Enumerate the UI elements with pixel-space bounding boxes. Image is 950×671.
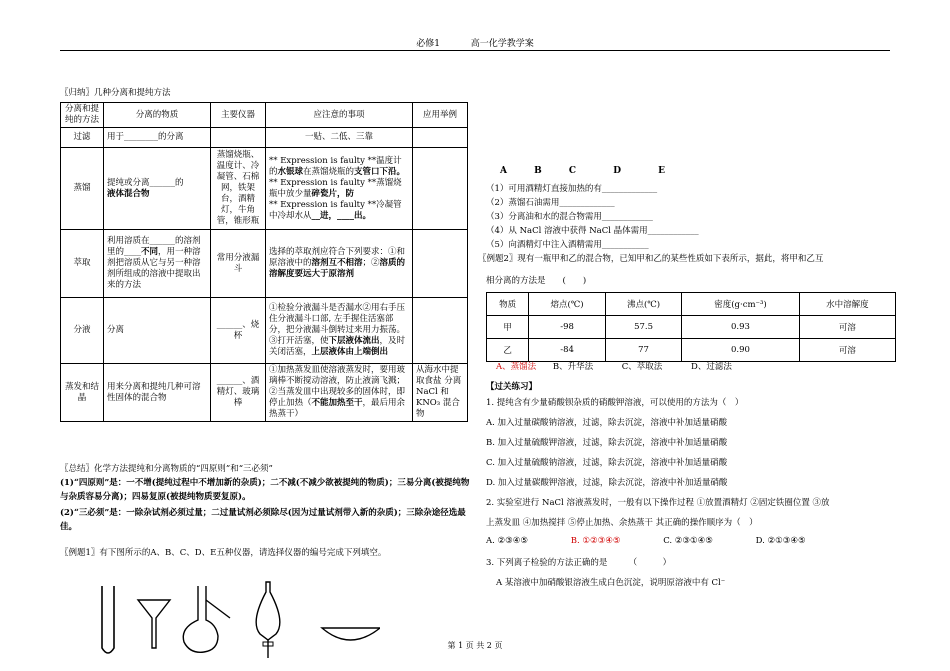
note-b: 溶剂互不相溶 bbox=[311, 258, 363, 268]
prop-header: 物质 bbox=[487, 293, 529, 316]
practice-q1-a: A. 加入过量碳酸钠溶液，过滤，除去沉淀，溶液中补加适量硝酸 bbox=[486, 418, 728, 428]
q2-option-c: C. ②③①④⑤ bbox=[663, 536, 713, 546]
prop-cell: 可溶 bbox=[799, 316, 895, 339]
prop-cell: 77 bbox=[605, 339, 681, 362]
table-header-row bbox=[61, 103, 468, 128]
instrument-cell: ______、酒精灯、玻璃棒 bbox=[211, 364, 266, 422]
apparatus-letters bbox=[500, 166, 665, 176]
example-cell bbox=[413, 148, 468, 230]
table-row bbox=[61, 364, 468, 422]
note-1c: 在蒸馏烧瓶的 bbox=[303, 166, 355, 177]
example2-line2: 相分离的方法是 ( ) bbox=[486, 276, 587, 286]
question-2: （2）蒸馏石油需用_____________ bbox=[486, 198, 615, 208]
prop-header-row bbox=[487, 293, 896, 316]
separation-methods-table bbox=[60, 102, 468, 422]
method-evaporate: 蒸发和结晶 bbox=[61, 364, 104, 422]
evaporating-dish-icon bbox=[322, 628, 380, 640]
substance-cell: 分离 bbox=[104, 298, 211, 364]
question-3: （3）分离油和水的混合物需用____________ bbox=[486, 212, 653, 222]
example2-options bbox=[496, 360, 732, 372]
substance-cell bbox=[104, 148, 211, 230]
practice-q1-d: D. 加入过量碳酸钾溶液，过滤，除去沉淀，溶液中补加适量硝酸 bbox=[486, 478, 728, 488]
question-4: （4）从 NaCl 溶液中获得 NaCl 晶体需用____________ bbox=[486, 226, 699, 236]
note-d: 溶质的溶解度要远大于原溶剂 bbox=[269, 258, 406, 279]
practice-q1-b: B. 加入过量硫酸钾溶液，过滤，除去沉淀，溶液中补加适量硝酸 bbox=[486, 438, 728, 448]
prop-cell: 可溶 bbox=[799, 339, 895, 362]
summary-title: 〖归纳〗几种分离和提纯方法 bbox=[60, 88, 171, 98]
prop-cell: 乙 bbox=[487, 339, 529, 362]
practice-q2-options bbox=[486, 536, 806, 546]
substance-cell: 用来分离和提纯几种可溶性固体的混合物 bbox=[104, 364, 211, 422]
note-1: ** Expression is faulty **温度计的 bbox=[269, 155, 402, 177]
header-instrument: 主要仪器 bbox=[211, 103, 266, 128]
example-cell bbox=[413, 128, 468, 148]
option-c: C、萃取法 bbox=[621, 362, 663, 372]
prop-header: 沸点(℃) bbox=[605, 293, 681, 316]
prop-cell: -84 bbox=[529, 339, 605, 362]
method-separate: 分液 bbox=[61, 298, 104, 364]
header-rule bbox=[60, 50, 890, 51]
note-3b: __进，____出。 bbox=[311, 210, 372, 221]
note-b: 不能加热至干 bbox=[311, 398, 363, 408]
header-method: 分离和提纯的方法 bbox=[61, 103, 104, 128]
note-a: ①检验分液漏斗是否漏水②用右手压住分液漏斗口部, 左手握住活塞部分，把分液漏斗倒转过来用力振荡。③打开活塞，使 bbox=[269, 303, 406, 346]
practice-q3: 3. 下列离子检验的方法正确的是 （ ） bbox=[486, 558, 672, 568]
instrument-cell: 蒸馏烧瓶、温度计、冷凝管、石棉网，铁架台，酒精灯，牛角管，锥形瓶 bbox=[211, 148, 266, 230]
page-header bbox=[0, 36, 950, 49]
note-b: 下层液体流出 bbox=[328, 336, 380, 346]
substance-text: 提纯或分离______的 bbox=[107, 177, 184, 188]
example2-line1: 〖例题2〗现有一瓶甲和乙的混合物，已知甲和乙的某些性质如下表所示，据此，将甲和乙互 bbox=[478, 254, 824, 264]
question-5: （5）向酒精灯中注入酒精需用___________ bbox=[486, 240, 649, 250]
practice-title: 【过关练习】 bbox=[486, 382, 538, 392]
example1-text: 〖例题1〗有下图所示的A、B、C、D、E五种仪器，请选择仪器的编号完成下列填空。 bbox=[60, 548, 387, 558]
page-footer: 第 1 页 共 2 页 bbox=[447, 641, 503, 650]
substance-tail: ，用一种溶剂把溶质从它与另一种溶剂所组成的溶液中提取出来的方法 bbox=[107, 247, 201, 290]
substance-text: 利用溶质在______的溶剂里的____ bbox=[107, 236, 201, 257]
notes-cell bbox=[266, 364, 413, 422]
note-a: 选择的萃取剂应符合下列要求：①和原溶液中的 bbox=[269, 247, 406, 268]
option-b: B、升华法 bbox=[552, 362, 594, 372]
table-row bbox=[61, 230, 468, 298]
table-row bbox=[487, 316, 896, 339]
substance-bold: 不同 bbox=[141, 247, 159, 257]
prop-cell: 0.93 bbox=[682, 316, 799, 339]
letter-d: D bbox=[613, 166, 621, 176]
substance-post: 的分离 bbox=[158, 132, 184, 142]
option-d: D、过滤法 bbox=[691, 362, 732, 372]
prop-header: 水中溶解度 bbox=[799, 293, 895, 316]
notes-cell bbox=[266, 148, 413, 230]
substance-bold: 液体混合物 bbox=[107, 188, 150, 199]
method-distill: 蒸馏 bbox=[61, 148, 104, 230]
note-c: ，及时关闭活塞， bbox=[269, 336, 406, 357]
table-row bbox=[61, 148, 468, 230]
header-title: 高一化学教学案 bbox=[470, 39, 534, 49]
conclusion-title: 〖总结〗化学方法提纯和分离物质的“四原则”和“三必须” bbox=[60, 464, 273, 474]
table-row bbox=[61, 128, 468, 148]
header-substance: 分离的物质 bbox=[104, 103, 211, 128]
method-extract: 萃取 bbox=[61, 230, 104, 298]
q2-option-d: D. ②①③④⑤ bbox=[755, 536, 806, 546]
header-example: 应用举例 bbox=[413, 103, 468, 128]
notes-cell bbox=[266, 230, 413, 298]
instrument-cell: 常用分液漏斗 bbox=[211, 230, 266, 298]
header-book: 必修1 bbox=[416, 39, 440, 49]
conclusion-p1: (1)“四原则”是：一不增(提纯过程中不增加新的杂质)；二不减(不减少欲被提纯的物质)；三易分离(被提纯物与杂质容易分离)；四易复原(被提纯物质要复原)。 bbox=[60, 478, 470, 502]
prop-header: 熔点(℃) bbox=[529, 293, 605, 316]
note-1d: 支管口下沿。 bbox=[354, 166, 406, 177]
substance-cell bbox=[104, 230, 211, 298]
prop-cell: -98 bbox=[529, 316, 605, 339]
properties-table bbox=[486, 292, 896, 362]
note-3: ** Expression is faulty **冷凝管中冷却水从 bbox=[269, 199, 402, 221]
letter-b: B bbox=[534, 166, 542, 176]
method-filter: 过滤 bbox=[61, 128, 104, 148]
practice-q2-line2: 上蒸发皿 ④加热搅拌 ⑤停止加热、余热蒸干 其正确的操作顺序为（ ） bbox=[486, 518, 758, 528]
prop-header: 密度(g·cm⁻³) bbox=[682, 293, 799, 316]
practice-q1-c: C. 加入过量硫酸钠溶液，过滤，除去沉淀，溶液中补加适量硝酸 bbox=[486, 458, 728, 468]
substance-pre: 用于 bbox=[107, 132, 125, 142]
question-1: （1）可用酒精灯直接加热的有_____________ bbox=[486, 184, 658, 194]
table-row bbox=[487, 339, 896, 362]
practice-q3-a: A 某溶液中加硝酸银溶液生成白色沉淀，说明原溶液中有 Cl⁻ bbox=[496, 578, 726, 588]
q2-option-a: A. ②③④⑤ bbox=[486, 536, 529, 546]
conclusion-p2: (2)“三必须”是：一除杂试剂必须过量；二过量试剂必须除尽(因为过量试剂带入新的杂质)；三除杂途径选最佳。 bbox=[60, 508, 466, 532]
note-c: ，最后用余热蒸干） bbox=[269, 398, 406, 419]
letter-a: A bbox=[500, 166, 507, 176]
prop-cell: 甲 bbox=[487, 316, 529, 339]
example-cell bbox=[413, 298, 468, 364]
note-2b: 碎瓷片，防 bbox=[311, 188, 355, 199]
substance-cell: 用于________的分离 bbox=[104, 128, 211, 148]
prop-cell: 0.90 bbox=[682, 339, 799, 362]
example-cell: 从海水中提取食盐 分离 NaCl 和 KNO₃ 混合物 bbox=[413, 364, 468, 422]
note-1b: 水银球 bbox=[277, 166, 304, 177]
prop-cell: 57.5 bbox=[605, 316, 681, 339]
practice-q1: 1. 提纯含有少量硝酸钡杂质的硝酸钾溶液，可以使用的方法为（ ） bbox=[486, 398, 744, 408]
note-a: ①加热蒸发皿使溶液蒸发时，要用玻璃棒不断搅动溶液，防止液滴飞溅；②当蒸发皿中出现较多的固体时，即停止加热（ bbox=[269, 365, 406, 408]
option-a: A、蒸馏法 bbox=[496, 362, 537, 372]
practice-q2-line1: 2. 实验室进行 NaCl 溶液蒸发时，一般有以下操作过程 ①放置酒精灯 ②固定铁圈位置 ③放 bbox=[486, 498, 830, 508]
notes-cell bbox=[266, 298, 413, 364]
letter-e: E bbox=[658, 166, 666, 176]
notes-cell: 一贴、二低、三靠 bbox=[266, 128, 413, 148]
note-c: ；② bbox=[362, 258, 380, 268]
table-row bbox=[61, 298, 468, 364]
note-d: 上层液体由上端倒出 bbox=[311, 347, 389, 357]
instrument-cell bbox=[211, 128, 266, 148]
header-notes: 应注意的事项 bbox=[266, 103, 413, 128]
instrument-cell: ______、烧杯 bbox=[211, 298, 266, 364]
example-cell bbox=[413, 230, 468, 298]
letter-c: C bbox=[568, 166, 577, 176]
q2-option-b: B. ①②③④⑤ bbox=[570, 536, 621, 546]
note-2: ** Expression is faulty **蒸馏烧瓶中放少量 bbox=[269, 177, 402, 199]
